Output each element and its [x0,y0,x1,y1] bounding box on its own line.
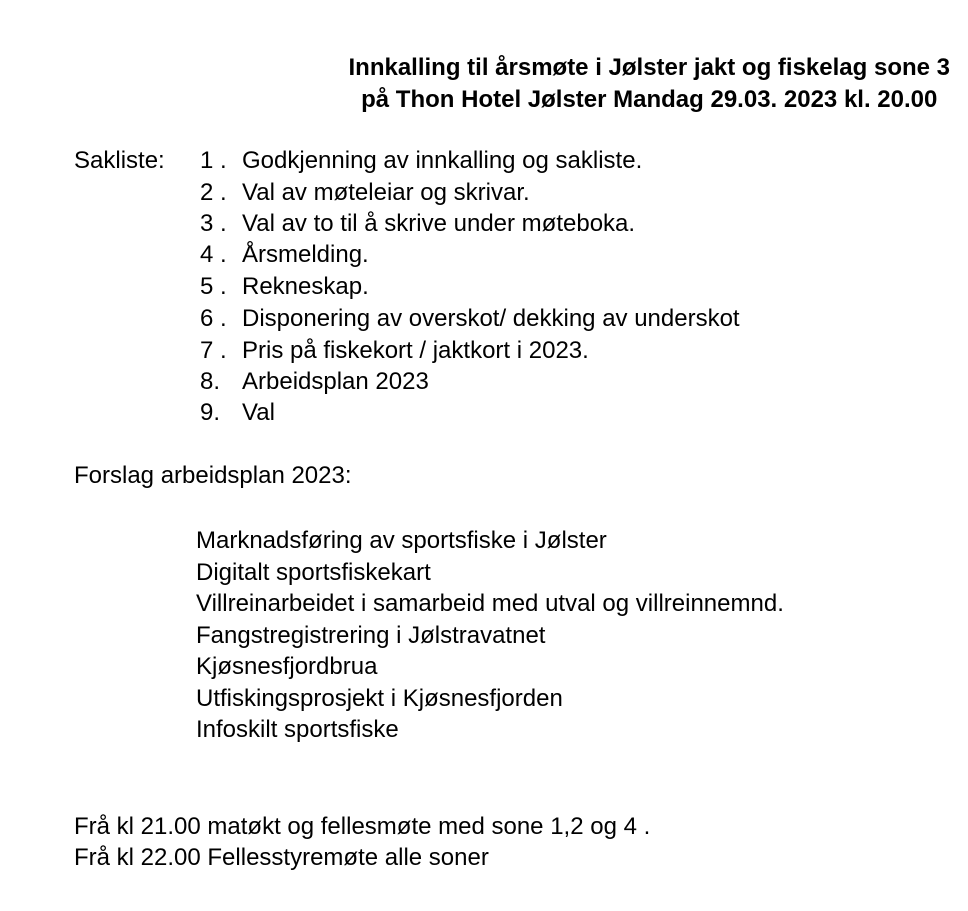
agenda-item-number: 2 . [200,179,227,206]
agenda-item-number: 4 . [200,241,227,268]
work-plan-item: Digitalt sportsfiskekart [196,559,431,586]
agenda-label: Sakliste: [74,147,165,174]
work-plan-item: Marknadsføring av sportsfiske i Jølster [196,527,607,554]
work-plan-item: Kjøsnesfjordbrua [196,653,378,680]
work-plan-heading: Forslag arbeidsplan 2023: [74,462,352,489]
title-line-2: på Thon Hotel Jølster Mandag 29.03. 2023 kl. 20.00 [361,86,938,113]
agenda-item-number: 1 . [200,147,227,174]
agenda-item-number: 3 . [200,210,227,237]
agenda-item-text: Val [242,399,275,426]
agenda-item-number: 6 . [200,305,227,332]
agenda-item-text: Årsmelding. [242,241,369,268]
agenda-item-text: Disponering av overskot/ dekking av underskot [242,305,740,332]
agenda-item-number: 7 . [200,337,227,364]
agenda-item-number: 9. [200,399,221,426]
agenda-item-number: 8. [200,368,221,395]
document-title [348,52,950,116]
agenda-item-text: Val av møteleiar og skrivar. [242,179,530,206]
note-line: Frå kl 22.00 Fellesstyremøte alle soner [74,844,489,871]
agenda-item-text: Val av to til å skrive under møteboka. [242,210,636,237]
work-plan-item: Villreinarbeidet i samarbeid med utval og villreinnemnd. [196,590,784,617]
agenda-item-text: Rekneskap. [242,273,369,300]
work-plan-item: Infoskilt sportsfiske [196,716,399,743]
agenda-item-number: 5 . [200,273,227,300]
title-line-1: Innkalling til årsmøte i Jølster jakt og fiskelag sone 3 [348,54,950,81]
agenda-item-text: Arbeidsplan 2023 [242,368,429,395]
note-line: Frå kl 21.00 matøkt og fellesmøte med sone 1,2 og 4 . [74,813,651,840]
work-plan-item: Utfiskingsprosjekt i Kjøsnesfjorden [196,685,563,712]
work-plan-item: Fangstregistrering i Jølstravatnet [196,622,546,649]
agenda-item-text: Pris på fiskekort / jaktkort i 2023. [242,337,589,364]
agenda-item-text: Godkjenning av innkalling og sakliste. [242,147,643,174]
